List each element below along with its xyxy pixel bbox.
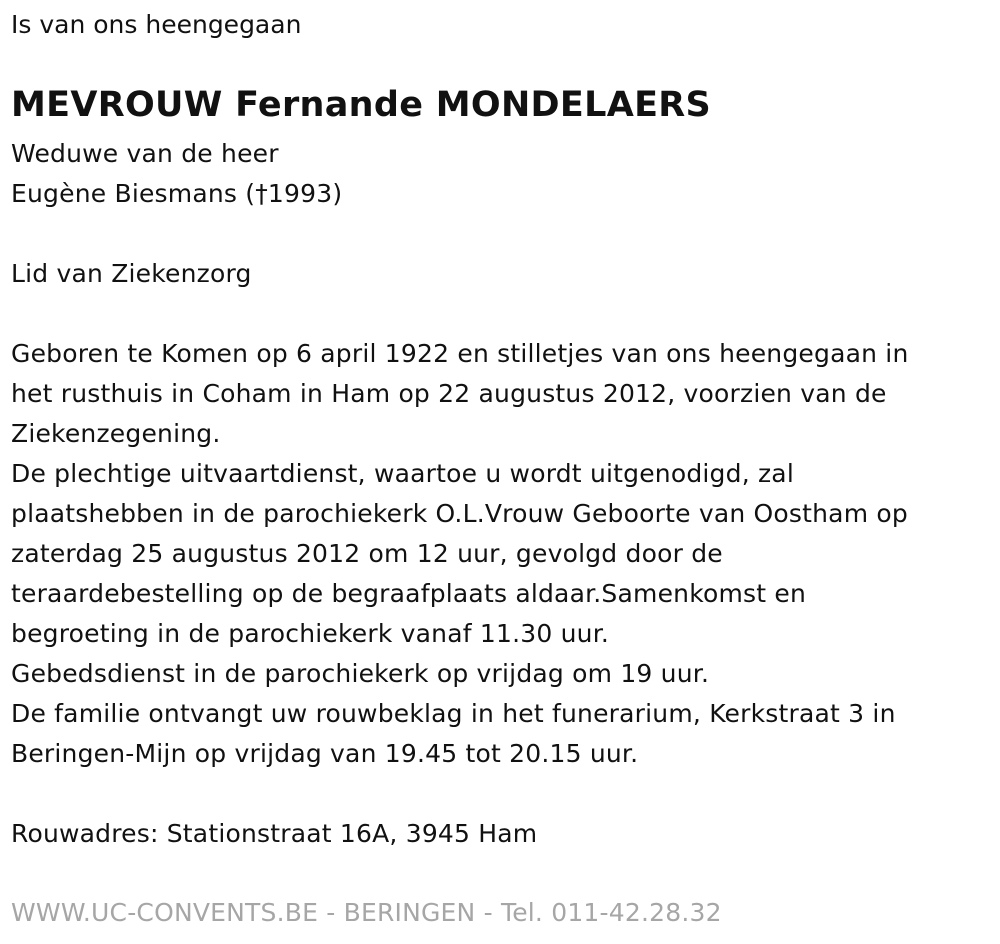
spouse-line: Eugène Biesmans (†1993) [11,179,343,208]
body-line: Gebedsdienst in de parochiekerk op vrijdag om 19 uur. [11,659,710,688]
body-text-block [11,334,909,774]
body-line: plaatshebben in de parochiekerk O.L.Vrouw Geboorte van Oostham op [11,499,908,528]
address-block [11,814,537,854]
membership-text: Lid van Ziekenzorg [11,259,252,288]
body-line: zaterdag 25 augustus 2012 om 12 uur, gevolgd door de [11,539,723,568]
body-line: Ziekenzegening. [11,419,221,448]
deceased-name: MEVROUW Fernande MONDELAERS [11,85,712,125]
body-line: het rusthuis in Coham in Ham op 22 augustus 2012, voorzien van de [11,379,887,408]
body-line: De plechtige uitvaartdienst, waartoe u wordt uitgenodigd, zal [11,459,794,488]
spouse-line: Weduwe van de heer [11,139,279,168]
mourning-address: Rouwadres: Stationstraat 16A, 3945 Ham [11,819,538,848]
body-line: De familie ontvangt uw rouwbeklag in het funerarium, Kerkstraat 3 in [11,699,896,728]
intro-text: Is van ons heengegaan [11,10,302,39]
body-line: Beringen-Mijn op vrijdag van 19.45 tot 20.15 uur. [11,739,639,768]
footer-contact: WWW.UC-CONVENTS.BE - BERINGEN - Tel. 011-42.28.32 [11,898,722,927]
body-line: teraardebestelling op de begraafplaats aldaar.Samenkomst en [11,579,807,608]
membership-block [11,254,252,294]
spouse-block [11,134,342,214]
body-line: begroeting in de parochiekerk vanaf 11.30 uur. [11,619,610,648]
body-line: Geboren te Komen op 6 april 1922 en stilletjes van ons heengegaan in [11,339,909,368]
